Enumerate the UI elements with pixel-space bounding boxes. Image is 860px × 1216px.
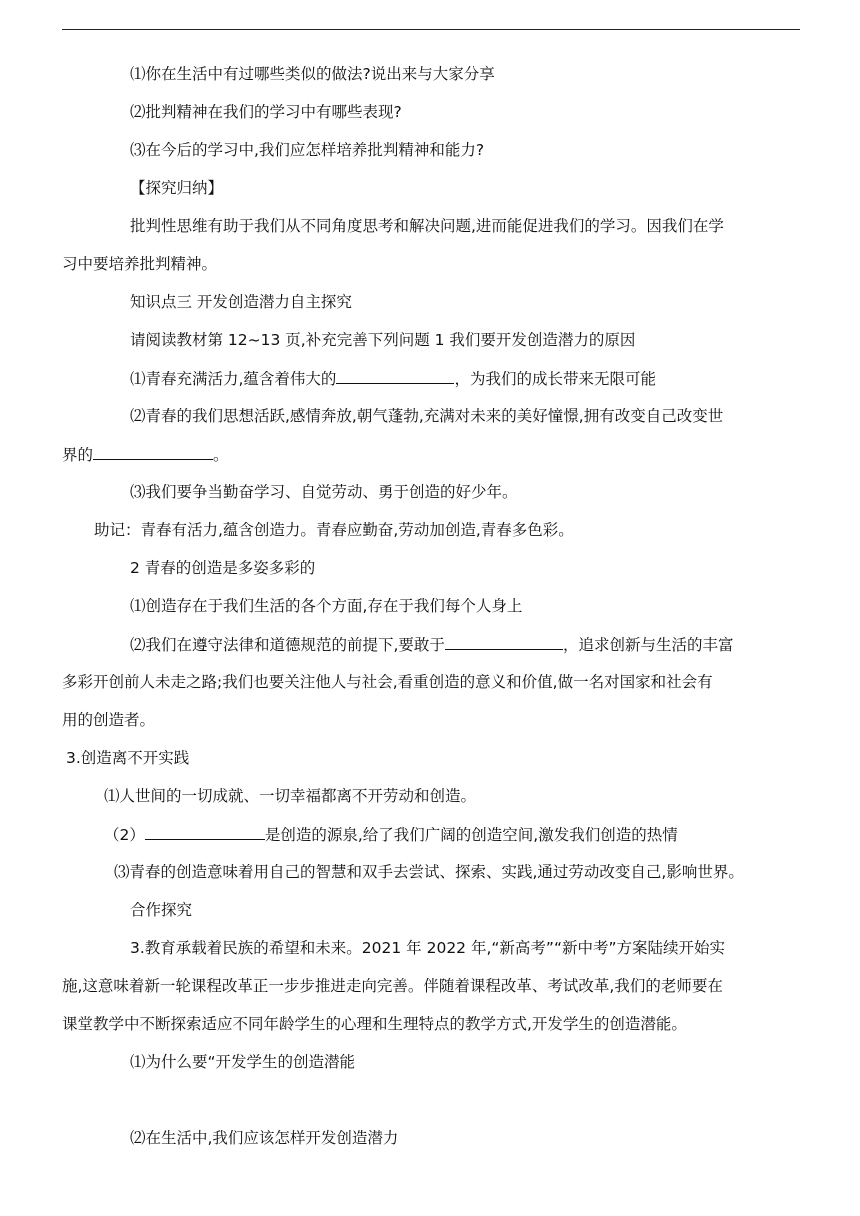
case-paragraph-line-3: 课堂教学中不断探索适应不同年龄学生的心理和生理特点的教学方式,开发学生的创造潜能。 xyxy=(62,1015,687,1033)
answer-2-text-before: 界的 xyxy=(62,446,94,464)
mnemonic: 助记：青春有活力,蕴含创造力。青春应勤奋,劳动加创造,青春多色彩。 xyxy=(94,521,574,539)
knowledge-point-3-title: 知识点三 开发创造潜力自主探究 xyxy=(130,293,352,311)
discussion-question-1: ⑴为什么要“开发学生的创造潜能 xyxy=(130,1053,356,1071)
answer-3: ⑶我们要争当勤奋学习、自觉劳动、勇于创造的好少年。 xyxy=(130,483,518,501)
header-rule xyxy=(62,29,800,30)
answer-2-line-1: ⑵青春的我们思想活跃,感情奔放,朝气蓬勃,充满对未来的美好憧憬,拥有改变自己改变世 xyxy=(130,407,724,425)
section-3-point-3: ⑶青春的创造意味着用自己的智慧和双手去尝试、探索、实践,通过劳动改变自己,影响世界。 xyxy=(114,863,744,881)
case-paragraph-line-1: 3.教育承载着民族的希望和未来。2021 年 2022 年,“新高考”“新中考”方案陆续开始实 xyxy=(130,939,726,957)
answer-1-line xyxy=(130,368,656,389)
point-3-2-text: 是创造的源泉,给了我们广阔的创造空间,激发我们创造的热情 xyxy=(264,826,678,844)
point-2-punctuation: ， xyxy=(562,636,579,654)
question-3: ⑶在今后的学习中,我们应怎样培养批判精神和能力? xyxy=(130,141,485,159)
section-2-point-1: ⑴创造存在于我们生活的各个方面,存在于我们每个人身上 xyxy=(130,597,523,615)
question-1: ⑴你在生活中有过哪些类似的做法?说出来与大家分享 xyxy=(130,65,495,83)
point-2-text-after: 追求创新与生活的丰富 xyxy=(578,636,734,654)
section-2-point-2-line-3: 用的创造者。 xyxy=(62,711,156,729)
cooperative-inquiry-title: 合作探究 xyxy=(130,901,193,919)
section-2-point-2-line-1 xyxy=(130,634,733,655)
summary-heading: 【探究归纳】 xyxy=(130,179,224,197)
answer-1-text-before: ⑴青春充满活力,蕴含着伟大的 xyxy=(130,370,337,388)
section-3-point-2 xyxy=(104,824,678,845)
point-3-2-number: （2） xyxy=(104,826,145,844)
answer-2-line-2 xyxy=(62,444,229,465)
question-2: ⑵批判精神在我们的学习中有哪些表现? xyxy=(130,103,402,121)
summary-paragraph-line-1: 批判性思维有助于我们从不同角度思考和解决问题,进而能促进我们的学习。因我们在学 xyxy=(130,217,724,235)
answer-1-text-after: 为我们的成长带来无限可能 xyxy=(469,370,656,388)
summary-paragraph-line-2: 习中要培养批判精神。 xyxy=(62,255,218,273)
fill-in-blank-1[interactable] xyxy=(336,368,454,384)
answer-1-punctuation: ， xyxy=(454,370,470,388)
fill-in-blank-3[interactable] xyxy=(445,634,563,650)
point-2-text-before: ⑵我们在遵守法律和道德规范的前提下,要敢于 xyxy=(130,636,445,654)
knowledge-point-3-intro: 请阅读教材第 12~13 页,补充完善下列问题 1 我们要开发创造潜力的原因 xyxy=(130,331,636,349)
answer-2-punctuation: 。 xyxy=(213,446,229,464)
fill-in-blank-2[interactable] xyxy=(93,444,213,460)
fill-in-blank-4[interactable] xyxy=(145,824,265,840)
section-2-point-2-line-2: 多彩开创前人未走之路;我们也要关注他人与社会,看重创造的意义和价值,做一名对国家和社会有 xyxy=(62,673,713,691)
section-3-point-1: ⑴人世间的一切成就、一切幸福都离不开劳动和创造。 xyxy=(104,787,477,805)
case-paragraph-line-2: 施,这意味着新一轮课程改革正一步步推进走向完善。伴随着课程改革、考试改革,我们的老师要在 xyxy=(62,977,723,995)
section-3-title: 3.创造离不开实践 xyxy=(66,749,190,767)
discussion-question-2: ⑵在生活中,我们应该怎样开发创造潜力 xyxy=(130,1129,399,1147)
section-2-title: 2 青春的创造是多姿多彩的 xyxy=(130,559,316,577)
